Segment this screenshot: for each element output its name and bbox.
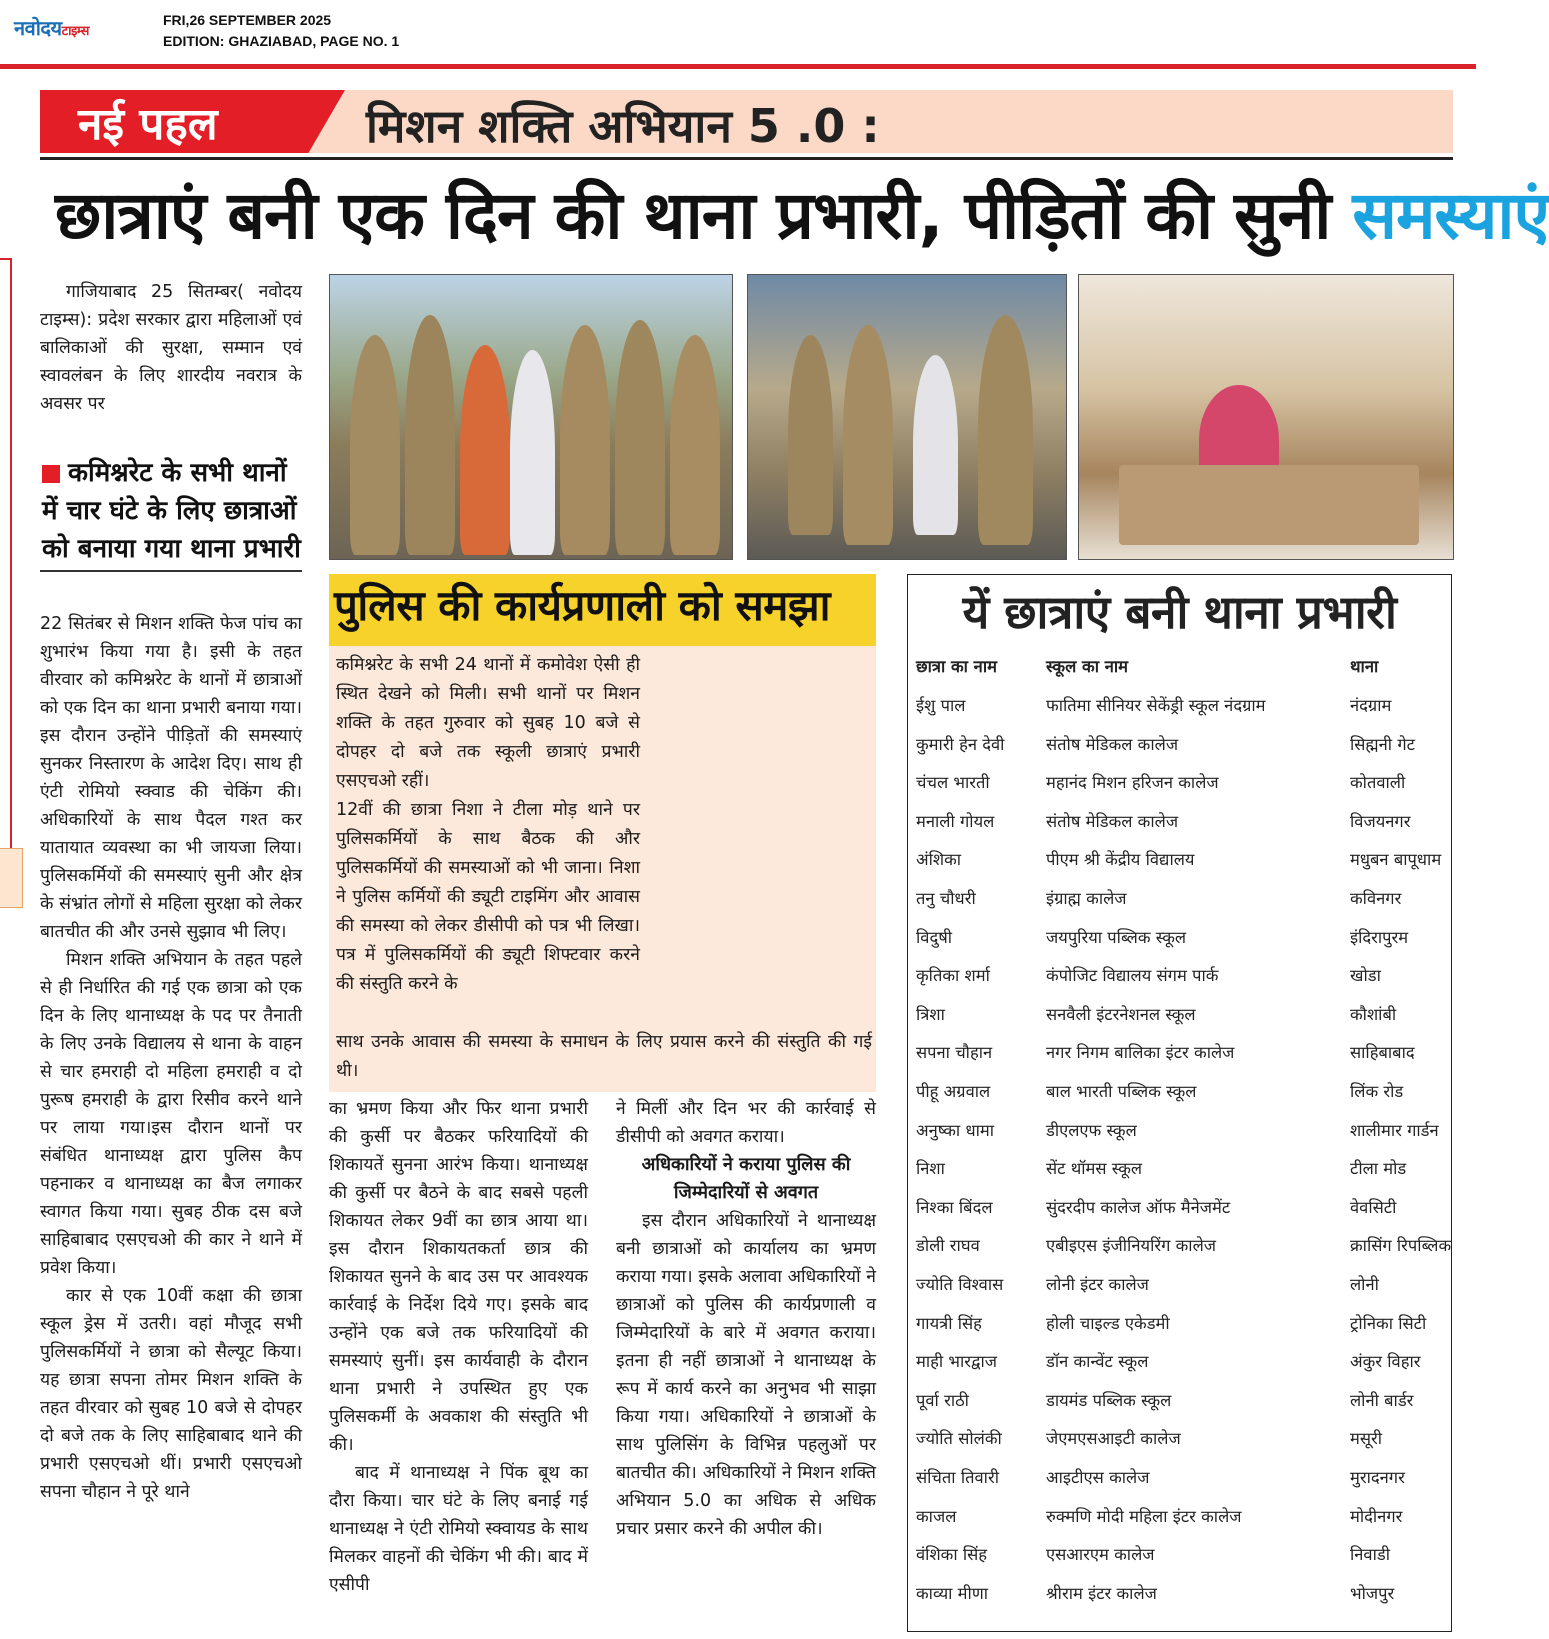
list-student-name: ईशु पाल: [916, 696, 966, 715]
list-student-name: गायत्री सिंह: [916, 1313, 982, 1333]
list-student-name: कुमारी हेन देवी: [916, 734, 1005, 754]
column3-lead: ने मिलीं और दिन भर की कार्रवाई से डीसीपी को अवगत कराया।: [616, 1099, 876, 1147]
photo-student-at-desk: [1078, 274, 1454, 560]
list-row: [908, 1574, 1453, 1613]
bullet-summary: कमिश्नरेट के सभी थानों में चार घंटे के लिए छात्राओं को बनाया गया थाना प्रभारी: [42, 458, 301, 564]
list-student-name: संचिता तिवारी: [916, 1468, 999, 1487]
list-row: [908, 1381, 1453, 1420]
list-school-name: सनवैली इंटरनेशनल स्कूल: [1046, 1004, 1196, 1024]
list-student-name: अंशिका: [916, 850, 962, 870]
list-school-name: संतोष मेडिकल कालेज: [1046, 734, 1179, 754]
list-school-name: पीएम श्री केंद्रीय विद्यालय: [1046, 850, 1195, 870]
list-student-name: तनु चौधरी: [916, 889, 976, 908]
list-school-name: श्रीराम इंटर कालेज: [1046, 1583, 1157, 1603]
bullet-rule: [40, 570, 302, 572]
intro-paragraph: गाजियाबाद 25 सितम्बर( नवोदय टाइम्स): प्रदेश सरकार द्वारा महिलाओं एवं बालिकाओं की सुरक्षा, सम्मान एवं स्वावलंबन के लिए शारदीय नवरात्र के अवसर पर: [40, 282, 302, 414]
list-row: [908, 1072, 1453, 1111]
list-student-name: माही भारद्वाज: [916, 1352, 998, 1372]
list-student-name: पीहू अग्रवाल: [916, 1082, 991, 1101]
column3-subheading: अधिकारियों ने कराया पुलिस की जिम्मेदारियों से अवगत: [641, 1154, 851, 1203]
list-row: [908, 1111, 1453, 1150]
box-text: [336, 651, 640, 999]
list-station-name: शालीमार गार्डन: [1350, 1120, 1439, 1140]
bullet-square-icon: [42, 465, 60, 483]
list-header-school: स्कूल का नाम: [1046, 657, 1129, 676]
list-row: [908, 879, 1453, 918]
list-row: [908, 1149, 1453, 1188]
list-header-row: [908, 647, 1453, 686]
list-student-name: डोली राघव: [916, 1236, 980, 1256]
list-station-name: मसूरी: [1350, 1429, 1383, 1449]
list-row: [908, 686, 1453, 725]
list-station-name: लोनी बार्डर: [1350, 1390, 1414, 1410]
list-student-name: ज्योति विश्वास: [916, 1275, 1004, 1294]
banner-tag: नई पहल: [78, 99, 218, 150]
list-school-name: सेंट थॉमस स्कूल: [1046, 1159, 1143, 1179]
list-student-name: वंशिका सिंह: [916, 1545, 988, 1565]
list-station-name: मुरादनगर: [1350, 1468, 1405, 1487]
photo-students-with-police: [329, 274, 733, 560]
list-header-name: छात्रा का नाम: [916, 657, 997, 676]
adjacent-article-border: [0, 258, 12, 852]
list-row: [908, 1497, 1453, 1536]
list-row: [908, 1458, 1453, 1497]
list-row: [908, 763, 1453, 802]
list-station-name: सिह्मनी गेट: [1350, 734, 1415, 754]
list-row: [908, 1419, 1453, 1458]
list-station-name: कविनगर: [1350, 889, 1402, 908]
header-rule: [0, 64, 1476, 69]
list-station-name: निवाडी: [1350, 1545, 1390, 1565]
list-school-name: महानंद मिशन हरिजन कालेज: [1046, 773, 1219, 793]
list-student-name: पूर्वा राठी: [916, 1390, 969, 1410]
list-school-name: बाल भारती पब्लिक स्कूल: [1046, 1082, 1197, 1101]
list-row: [908, 725, 1453, 764]
edition-info: [163, 10, 399, 52]
list-row: [908, 1265, 1453, 1304]
list-station-name: साहिबाबाद: [1350, 1043, 1415, 1063]
list-station-name: नंदग्राम: [1350, 696, 1392, 715]
list-station-name: विजयनगर: [1350, 811, 1411, 831]
column1-paragraph-1: 22 सितंबर से मिशन शक्ति फेज पांच का शुभारंभ किया गया है। इसी के तहत वीरवार को कमिश्नरेट के थानों में छात्राओं को एक दिन का थाना प्रभारी बनाया गया। इस दौरान उन्होंने पीड़ितों की समस्याएं सुनकर निस्तारण के आदेश दिए। साथ ही एंटी रोमियो स्क्वाड की चेकिंग की। अधिकारियों के साथ पैदल गश्त कर यातायात व्यवस्था का भी जायजा लिया। पुलिसकर्मियों की समस्याएं सुनी और क्षेत्र के संभ्रांत लोगों से महिला सुरक्षा को लेकर बातचीत की और उनसे सुझाव भी लिए।: [40, 614, 302, 942]
list-school-name: फातिमा सीनियर सेकेंड्री स्कूल नंदग्राम: [1046, 696, 1266, 715]
list-school-name: लोनी इंटर कालेज: [1046, 1275, 1149, 1294]
newspaper-logo: नवोदयटाइम्स: [14, 16, 89, 40]
box-paragraph-3: साथ उनके आवास की समस्या के समाधन के लिए प्रयास करने की संस्तुति की गई थी।: [336, 1032, 872, 1081]
list-station-name: टीला मोड: [1350, 1159, 1407, 1179]
list-student-name: काव्या मीणा: [916, 1583, 989, 1603]
list-school-name: रुक्मणि मोदी महिला इंटर कालेज: [1046, 1506, 1242, 1526]
column2-paragraph-1: का भ्रमण किया और फिर थाना प्रभारी की कुर्सी पर बैठकर फरियादियों की शिकायतें सुनना आरंभ किया। थानाध्यक्ष की कुर्सी पर बैठने के बाद सबसे पहली शिकायत लेकर 9वीं का छात्र आया था। इस दौरान शिकायतकर्ता छात्र की शिकायत सुनने के बाद उस पर आवश्यक कार्रवाई के निर्देश दिये गए। इसके बाद उन्होंने एक बजे तक फरियादियों की समस्याएं सुनीं। इस कार्यवाही के दौरान थाना प्रभारी ने उपस्थित हुए एक पुलिसकर्मी के अवकाश की संस्तुति भी की।: [329, 1099, 588, 1455]
list-station-name: कौशांबी: [1350, 1004, 1397, 1024]
main-headline: छात्राएं बनी एक दिन की थाना प्रभारी, पीड़ितों की सुनी समस्याएं: [55, 177, 1549, 254]
list-school-name: डायमंड पब्लिक स्कूल: [1046, 1390, 1172, 1410]
list-school-name: होली चाइल्ड एकेडमी: [1046, 1313, 1170, 1333]
list-station-name: अंकुर विहार: [1350, 1352, 1421, 1372]
box-paragraph-1: कमिश्नरेट के सभी 24 थानों में कमोवेश ऐसी ही स्थित देखने को मिली। सभी थानों पर मिशन शक्ति के तहत गुरुवार को सुबह 10 बजे से दोपहर दो बजे तक स्कूली छात्राएं प्रभारी एसएचओ रहीं।: [336, 655, 640, 791]
article-column-2: [329, 1095, 588, 1599]
list-school-name: संतोष मेडिकल कालेज: [1046, 811, 1179, 831]
list-station-name: इंदिरापुरम: [1350, 927, 1409, 947]
list-station-name: कोतवाली: [1350, 773, 1406, 793]
column1-paragraph-3: कार से एक 10वीं कक्षा की छात्रा स्कूल ड्रेस में उतरी। वहां मौजूद सभी पुलिसकर्मियों ने छात्रा को सैल्यूट किया। यह छात्रा सपना तोमर मिशन शक्ति के तहत वीरवार को सुबह 10 बजे से दोपहर दो बजे तक के लिए साहिबाबाद थाने की प्रभारी एसएचओ थीं। प्रभारी एसएचओ सपना चौहान ने पूरे थाने: [40, 1286, 302, 1502]
list-row: [908, 840, 1453, 879]
list-student-name: ज्योति सोलंकी: [916, 1429, 1002, 1449]
list-school-name: नगर निगम बालिका इंटर कालेज: [1046, 1043, 1235, 1063]
list-row: [908, 1226, 1453, 1265]
banner-title: मिशन शक्ति अभियान 5 .0 :: [366, 99, 880, 153]
list-school-name: एसआरएम कालेज: [1046, 1545, 1155, 1565]
headline-highlight: समस्याएं: [1352, 177, 1549, 254]
list-station-name: ट्रोनिका सिटी: [1350, 1313, 1427, 1333]
list-school-name: कंपोजिट विद्यालय संगम पार्क: [1046, 966, 1219, 986]
list-school-name: डॉन कान्वेंट स्कूल: [1046, 1352, 1149, 1372]
list-school-name: एबीइएस इंजीनियरिंग कालेज: [1046, 1236, 1216, 1256]
student-list-box: [907, 574, 1452, 1632]
column2-paragraph-2: बाद में थानाध्यक्ष ने पिंक बूथ का दौरा किया। चार घंटे के लिए बनाई गई थानाध्यक्ष ने एंटी रोमियो स्क्वायड के साथ मिलकर वाहनों की चेकिंग भी की। बाद में एसीपी: [329, 1463, 588, 1595]
list-row: [908, 995, 1453, 1034]
list-school-name: सुंदरदीप कालेज ऑफ मैनेजमेंट: [1046, 1197, 1231, 1217]
list-student-name: कृतिका शर्मा: [916, 966, 990, 986]
list-school-name: डीएलएफ स्कूल: [1046, 1120, 1137, 1140]
box-paragraph-2: 12वीं की छात्रा निशा ने टीला मोड़ थाने पर पुलिसकर्मियों के साथ बैठक की और पुलिसकर्मियों की समस्याओं को भी जाना। निशा ने पुलिस कर्मियों की ड्यूटी टाइमिंग और आवास की समस्या को लेकर डीसीपी को पत्र भी लिखा। पत्र में पुलिसकर्मियों की ड्यूटी शिफ्टवार करने की संस्तुति करने के: [336, 800, 640, 994]
list-station-name: खोडा: [1350, 966, 1381, 986]
photo-police-patrol: [747, 274, 1067, 560]
list-station-name: क्रासिंग रिपब्लिक: [1350, 1236, 1452, 1256]
list-station-name: भोजपुर: [1350, 1583, 1395, 1603]
list-row: [908, 1535, 1453, 1574]
list-station-name: लिंक रोड: [1350, 1082, 1404, 1101]
list-student-name: चंचल भारती: [916, 773, 990, 793]
adjacent-article-box: [0, 848, 23, 908]
list-school-name: जयपुरिया पब्लिक स्कूल: [1046, 927, 1187, 947]
list-station-name: मोदीनगर: [1350, 1506, 1403, 1526]
list-row: [908, 956, 1453, 995]
banner-rule: [40, 157, 1453, 160]
list-header-station: थाना: [1350, 657, 1379, 676]
list-school-name: इंग्राह्म कालेज: [1046, 889, 1127, 908]
edition-date: FRI,26 SEPTEMBER 2025: [163, 12, 332, 28]
list-row: [908, 802, 1453, 841]
list-station-name: वेवसिटी: [1350, 1197, 1397, 1217]
list-student-name: अनुष्का धामा: [916, 1120, 995, 1140]
list-student-name: त्रिशा: [916, 1004, 945, 1024]
list-row: [908, 918, 1453, 957]
list-row: [908, 1342, 1453, 1381]
list-row: [908, 1033, 1453, 1072]
article-column-1: [40, 610, 302, 1506]
list-station-name: मधुबन बापूधाम: [1350, 850, 1442, 870]
list-title: यें छात्राएं बनी थाना प्रभारी: [962, 585, 1397, 639]
list-student-name: मनाली गोयल: [916, 811, 995, 831]
list-school-name: आइटीएस कालेज: [1046, 1468, 1150, 1487]
list-student-name: निशा: [916, 1159, 945, 1179]
list-row: [908, 1304, 1453, 1343]
column1-paragraph-2: मिशन शक्ति अभियान के तहत पहले से ही निर्धारित की गई एक छात्रा को एक दिन के लिए थानाध्यक्ष के पद पर तैनाती के लिए उनके विद्यालय से थाना के वाहन से चार हमराही दो महिला हमराही व दो पुरूष हमराही के द्वारा रिसीव करने थाने पर लाया गया।इस दौरान थानों पर संबंधित थानाध्यक्ष द्वारा पुलिस कैप पहनाकर व थानाध्यक्ष का बैज लगाकर स्वागत किया गया। सुबह ठीक दस बजे साहिबाबाद एसएचओ की कार ने थाने में प्रवेश किया।: [40, 950, 302, 1278]
box-heading: पुलिस की कार्यप्रणाली को समझा: [334, 581, 830, 630]
list-station-name: लोनी: [1350, 1275, 1379, 1294]
list-student-name: निश्का बिंदल: [916, 1197, 993, 1217]
list-row: [908, 1188, 1453, 1227]
list-student-name: सपना चौहान: [916, 1043, 993, 1063]
column3-body: इस दौरान अधिकारियों ने थानाध्यक्ष बनी छात्राओं को कार्यालय का भ्रमण कराया गया। इसके अलावा अधिकारियों ने छात्राओं को पुलिस की कार्यप्रणाली व जिम्मेदारियों के बारे में अवगत कराया। इतना ही नहीं छात्राओं ने थानाध्यक्ष के रूप में कार्य करने का अनुभव भी साझा किया गया। अधिकारियों ने छात्राओं के साथ पुलिसिंग के विभिन्न पहलुओं पर बातचीत की। अधिकारियों ने मिशन शक्ति अभियान 5.0 का अधिक से अधिक प्रचार प्रसार करने की अपील की।: [616, 1211, 876, 1539]
list-school-name: जेएमएसआइटी कालेज: [1046, 1429, 1181, 1449]
edition-page: EDITION: GHAZIABAD, PAGE NO. 1: [163, 33, 400, 49]
list-student-name: विदुषी: [916, 927, 953, 947]
list-student-name: काजल: [916, 1506, 957, 1526]
article-column-3: [616, 1095, 876, 1543]
